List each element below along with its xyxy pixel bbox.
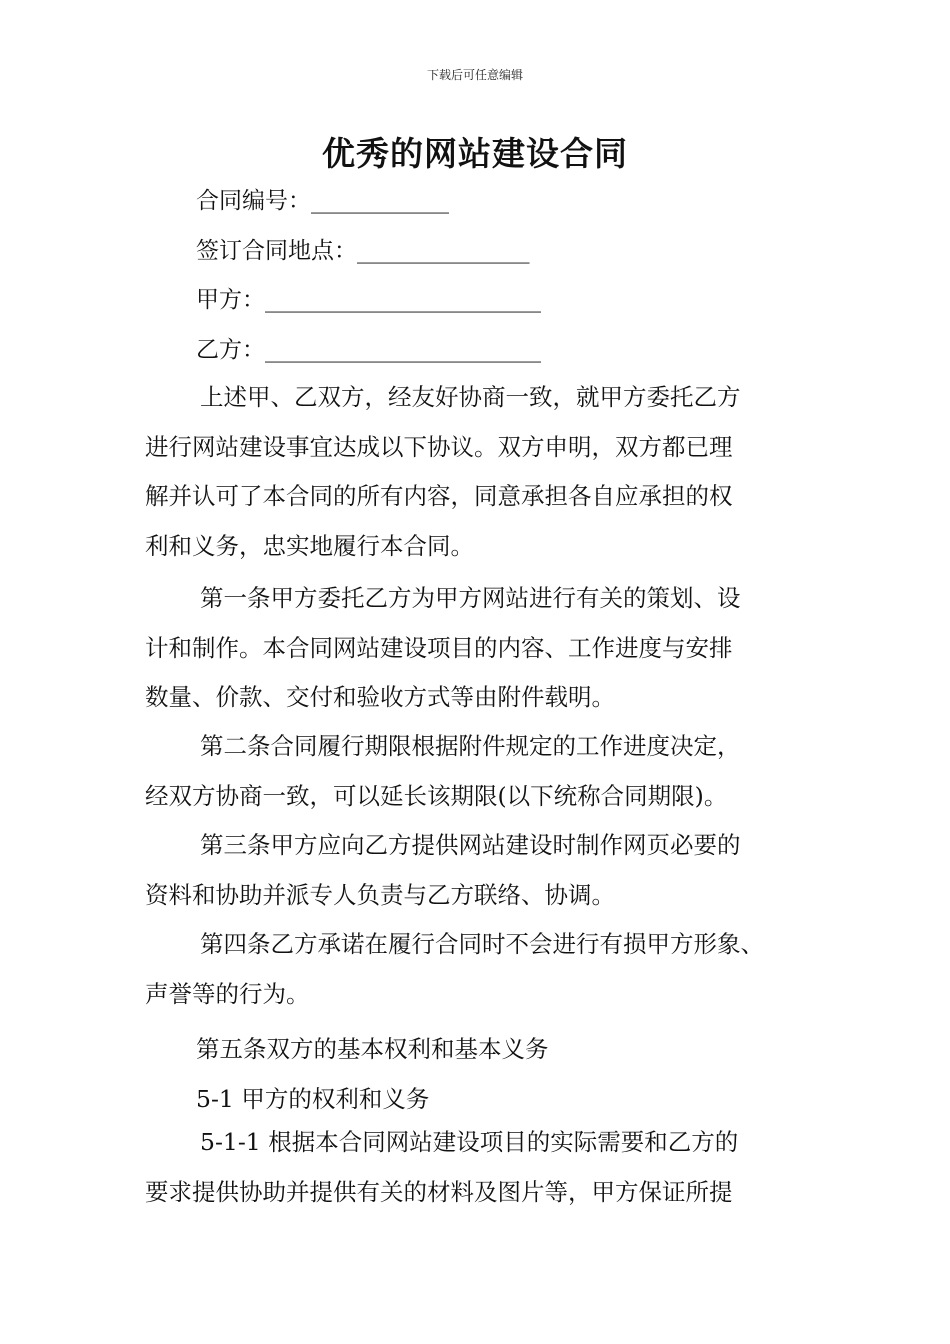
field-label: 签订合同地点： bbox=[196, 238, 357, 264]
paragraph-line: 第二条合同履行期限根据附件规定的工作进度决定， bbox=[200, 732, 741, 760]
paragraph-line: 资料和协助并派专人负责与乙方联络、协调。 bbox=[145, 880, 615, 909]
paragraph-line: 5-1-1 根据本合同网站建设项目的实际需要和乙方的 bbox=[200, 1128, 739, 1156]
paragraph-line: 要求提供协助并提供有关的材料及图片等，甲方保证所提 bbox=[145, 1177, 733, 1206]
signing-place-field bbox=[196, 236, 530, 266]
paragraph-line: 计和制作。本合同网站建设项目的内容、工作进度与安排 bbox=[145, 633, 733, 662]
field-label: 乙方： bbox=[196, 337, 265, 363]
paragraph-line: 进行网站建设事宜达成以下协议。双方申明，双方都已理 bbox=[145, 432, 733, 461]
paragraph-line: 第四条乙方承诺在履行合同时不会进行有损甲方形象、 bbox=[200, 930, 764, 958]
paragraph-line: 解并认可了本合同的所有内容，同意承担各自应承担的权 bbox=[145, 482, 733, 510]
field-blank: ____________ bbox=[311, 188, 449, 214]
field-label: 合同编号： bbox=[196, 188, 311, 214]
article-5-heading: 第五条双方的基本权利和基本义务 bbox=[196, 1035, 549, 1063]
paragraph-line: 上述甲、乙双方，经友好协商一致，就甲方委托乙方 bbox=[200, 383, 741, 411]
paragraph-line: 利和义务，忠实地履行本合同。 bbox=[145, 531, 474, 560]
article-3-paragraph bbox=[145, 821, 820, 920]
paragraph-line: 第一条甲方委托乙方为甲方网站进行有关的策划、设 bbox=[200, 584, 741, 612]
preamble-paragraph bbox=[145, 373, 820, 571]
paragraph-line: 第三条甲方应向乙方提供网站建设时制作网页必要的 bbox=[200, 831, 741, 859]
article-1-paragraph bbox=[145, 574, 820, 723]
article-4-paragraph bbox=[145, 920, 820, 1019]
clause-5-1-1-paragraph bbox=[145, 1118, 820, 1217]
article-2-paragraph bbox=[145, 722, 820, 821]
section-5-1-heading: 5-1 甲方的权利和义务 bbox=[196, 1085, 430, 1113]
field-blank: _______________ bbox=[357, 238, 530, 264]
party-a-field bbox=[196, 285, 541, 315]
field-blank: ________________________ bbox=[265, 287, 541, 313]
header-note: 下载后可任意编辑 bbox=[426, 68, 523, 82]
paragraph-line: 经双方协商一致，可以延长该期限(以下统称合同期限)。 bbox=[145, 781, 728, 810]
contract-number-field bbox=[196, 186, 449, 216]
paragraph-line: 数量、价款、交付和验收方式等由附件载明。 bbox=[145, 683, 615, 711]
document-title: 优秀的网站建设合同 bbox=[322, 134, 628, 173]
party-b-field bbox=[196, 335, 541, 365]
field-blank: ________________________ bbox=[265, 337, 541, 363]
field-label: 甲方： bbox=[196, 287, 265, 313]
paragraph-line: 声誉等的行为。 bbox=[145, 979, 310, 1008]
